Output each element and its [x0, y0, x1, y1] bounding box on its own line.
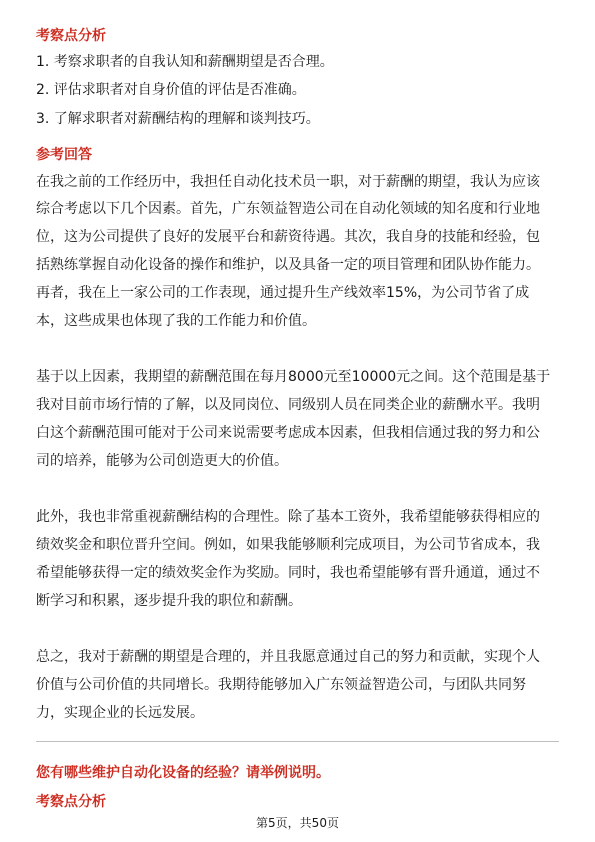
list-item: 3. 了解求职者对薪酬结构的理解和谈判技巧。 [36, 111, 320, 127]
paragraph-line: 司的培养，能够为公司创造更大的价值。 [36, 453, 288, 469]
section-heading-analysis: 考察点分析 [36, 28, 106, 44]
paragraph-line: 位，这为公司提供了良好的发展平台和薪资待遇。其次，我自身的技能和经验，包 [36, 229, 540, 245]
list-item: 2. 评估求职者对自身价值的评估是否准确。 [36, 82, 306, 98]
paragraph-line: 本，这些成果也体现了我的工作能力和价值。 [36, 313, 316, 329]
section-heading-answer: 参考回答 [36, 147, 92, 163]
next-question: 您有哪些维护自动化设备的经验？请举例说明。 [36, 765, 330, 781]
paragraph-line: 括熟练掌握自动化设备的操作和维护，以及具备一定的项目管理和团队协作能力。 [36, 257, 540, 273]
paragraph-line: 综合考虑以下几个因素。首先，广东领益智造公司在自动化领域的知名度和行业地 [36, 201, 540, 217]
section-divider [36, 741, 559, 742]
paragraph-line: 绩效奖金和职位晋升空间。例如，如果我能够顺利完成项目，为公司节省成本，我 [36, 537, 540, 553]
paragraph-line: 断学习和积累，逐步提升我的职位和薪酬。 [36, 593, 302, 609]
paragraph-line: 希望能够获得一定的绩效奖金作为奖励。同时，我也希望能够有晋升通道，通过不 [36, 565, 540, 581]
paragraph-line: 白这个薪酬范围可能对于公司来说需要考虑成本因素，但我相信通过我的努力和公 [36, 425, 540, 441]
paragraph-line: 再者，我在上一家公司的工作表现，通过提升生产线效率15%，为公司节省了成 [36, 285, 530, 301]
paragraph-line: 此外，我也非常重视薪酬结构的合理性。除了基本工资外，我希望能够获得相应的 [36, 509, 540, 525]
list-item: 1. 考察求职者的自我认知和薪酬期望是否合理。 [36, 54, 334, 70]
paragraph-line: 总之，我对于薪酬的期望是合理的，并且我愿意通过自己的努力和贡献，实现个人 [36, 649, 540, 665]
paragraph-line: 在我之前的工作经历中，我担任自动化技术员一职，对于薪酬的期望，我认为应该 [36, 174, 540, 190]
paragraph-line: 价值与公司价值的共同增长。我期待能够加入广东领益智造公司，与团队共同努 [36, 677, 526, 693]
paragraph-line: 我对目前市场行情的了解，以及同岗位、同级别人员在同类企业的薪酬水平。我明 [36, 397, 540, 413]
paragraph-line: 基于以上因素，我期望的薪酬范围在每月8000元至10000元之间。这个范围是基于 [36, 369, 551, 385]
section-heading-analysis-next: 考察点分析 [36, 794, 106, 810]
paragraph-line: 力，实现企业的长远发展。 [36, 705, 204, 721]
page-number: 第5页，共50页 [256, 816, 339, 830]
